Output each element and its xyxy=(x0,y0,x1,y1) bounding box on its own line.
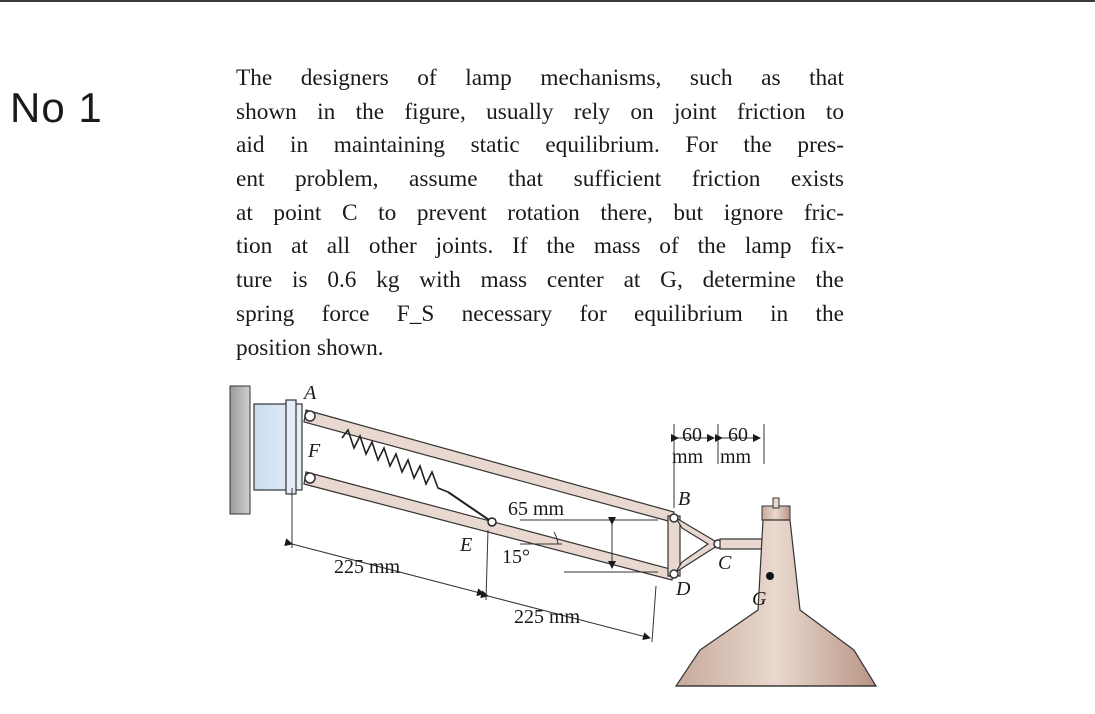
joint-d xyxy=(670,570,678,578)
dim-60a-label: 60 xyxy=(682,424,702,446)
dim-mm2-label: mm xyxy=(720,446,752,468)
lamp-mechanism-drawing xyxy=(220,380,920,714)
wall xyxy=(230,386,250,514)
lamp-mount xyxy=(720,539,766,549)
lamp-mechanism-figure xyxy=(220,380,920,714)
joint-a xyxy=(305,411,315,421)
label-b: B xyxy=(678,488,691,510)
dim-mm1-label: mm xyxy=(672,446,704,468)
dim-225b-label: 225 mm xyxy=(514,606,581,628)
dim-225a-label: 225 mm xyxy=(334,556,401,578)
problem-line: The designers of lamp mechanisms, such as that xyxy=(236,65,844,91)
problem-line: spring force F_S necessary for equilibrium in the xyxy=(236,300,844,327)
label-c: C xyxy=(718,552,732,574)
mass-center-g xyxy=(766,572,774,580)
problem-line: at point C to prevent rotation there, but ignore fric- xyxy=(236,199,844,226)
link-bd xyxy=(668,516,680,576)
angle-label: 15° xyxy=(502,546,530,568)
joint-e xyxy=(488,518,496,526)
dim-ext-e xyxy=(486,530,488,600)
dim-65-label: 65 mm xyxy=(508,498,565,520)
label-d: D xyxy=(676,578,691,600)
problem-line: position shown. xyxy=(236,334,384,361)
problem-line: ent problem, assume that sufficient friction exists xyxy=(236,166,844,193)
upper-arm xyxy=(304,410,674,522)
top-rule xyxy=(0,0,1095,2)
problem-statement xyxy=(236,62,844,365)
label-g: G xyxy=(752,588,767,610)
label-a: A xyxy=(304,382,317,404)
dim-ext-d xyxy=(652,586,656,642)
dim-60b-label: 60 xyxy=(728,424,748,446)
label-f: F xyxy=(308,440,321,462)
bracket-pin-plate xyxy=(286,400,296,494)
lamp-switch xyxy=(773,498,779,508)
label-e: E xyxy=(460,534,473,556)
joint-f xyxy=(305,473,315,483)
joint-b xyxy=(670,514,678,522)
problem-line: shown in the figure, usually rely on joint friction to xyxy=(236,98,844,125)
problem-line: ture is 0.6 kg with mass center at G, determine the xyxy=(236,267,844,294)
problem-line: aid in maintaining static equilibrium. For the pres- xyxy=(236,132,844,159)
problem-number: No 1 xyxy=(10,84,103,131)
problem-line: tion at all other joints. If the mass of the lamp fix- xyxy=(236,233,844,260)
